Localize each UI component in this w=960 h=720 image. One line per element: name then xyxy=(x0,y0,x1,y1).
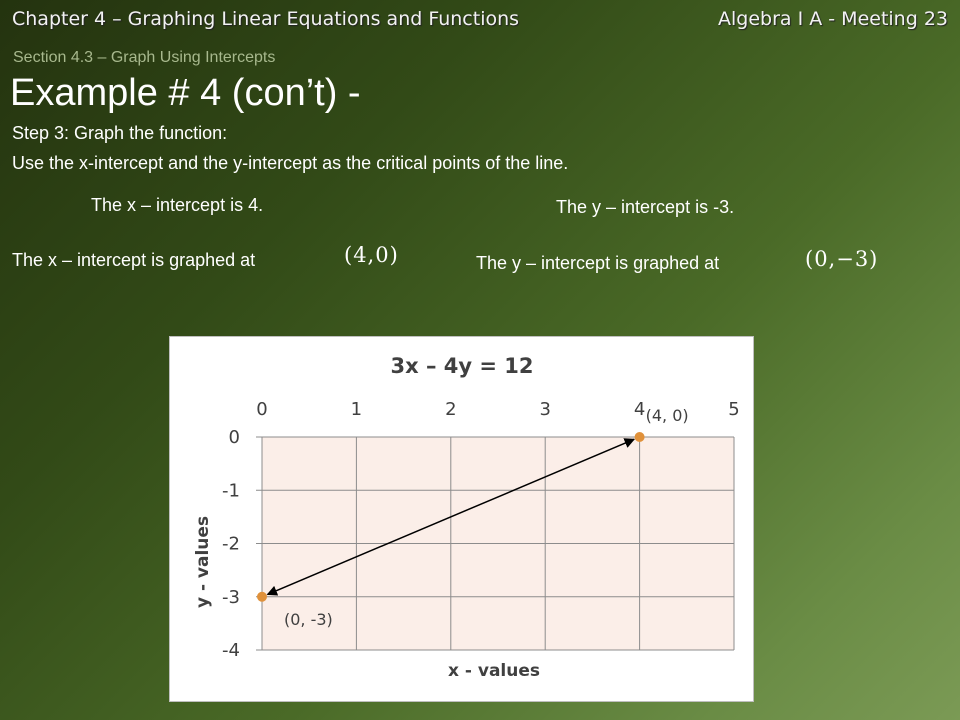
data-label: (4, 0) xyxy=(645,406,689,425)
instruction-text: Use the x-intercept and the y-intercept as the critical points of the line. xyxy=(12,153,569,173)
chart xyxy=(169,336,754,702)
chart-svg xyxy=(170,337,753,701)
x-tick-label: 2 xyxy=(445,399,457,420)
y-tick-label: 0 xyxy=(228,427,240,448)
y-tick-labels xyxy=(222,427,240,661)
x-tick-label: 4 xyxy=(633,399,646,420)
slide-title: Example # 4 (con’t) - xyxy=(10,72,361,114)
step-text: Step 3: Graph the function: xyxy=(12,123,228,143)
x-tick-label: 1 xyxy=(350,399,363,420)
y-tick-label: -4 xyxy=(222,640,240,661)
y-tick-label: -1 xyxy=(222,480,240,502)
x-tick-label: 5 xyxy=(728,399,740,420)
course-header: Algebra I A - Meeting 23 xyxy=(718,8,948,30)
y-axis-label: y - values xyxy=(193,515,213,609)
data-point xyxy=(257,592,267,602)
y-intercept-point: (0,−3) xyxy=(805,247,879,271)
data-label: (0, -3) xyxy=(284,609,333,629)
x-graphed-text: The x – intercept is graphed at xyxy=(12,250,256,270)
x-axis-label: x - values xyxy=(448,661,540,681)
chapter-header: Chapter 4 – Graphing Linear Equations and Functions xyxy=(12,8,520,30)
y-graphed-text: The y – intercept is graphed at xyxy=(476,253,720,273)
chart-title: 3x – 4y = 12 xyxy=(390,354,534,378)
y-tick-label: -2 xyxy=(222,533,240,555)
x-tick-label: 3 xyxy=(539,399,551,420)
y-tick-label: -3 xyxy=(222,586,240,608)
section-subtitle: Section 4.3 – Graph Using Intercepts xyxy=(13,49,276,66)
y-intercept-text: The y – intercept is -3. xyxy=(556,197,735,217)
data-point xyxy=(635,432,645,442)
x-intercept-point: (4,0) xyxy=(344,243,399,267)
x-intercept-text: The x – intercept is 4. xyxy=(91,195,264,215)
x-tick-label: 0 xyxy=(256,399,268,420)
